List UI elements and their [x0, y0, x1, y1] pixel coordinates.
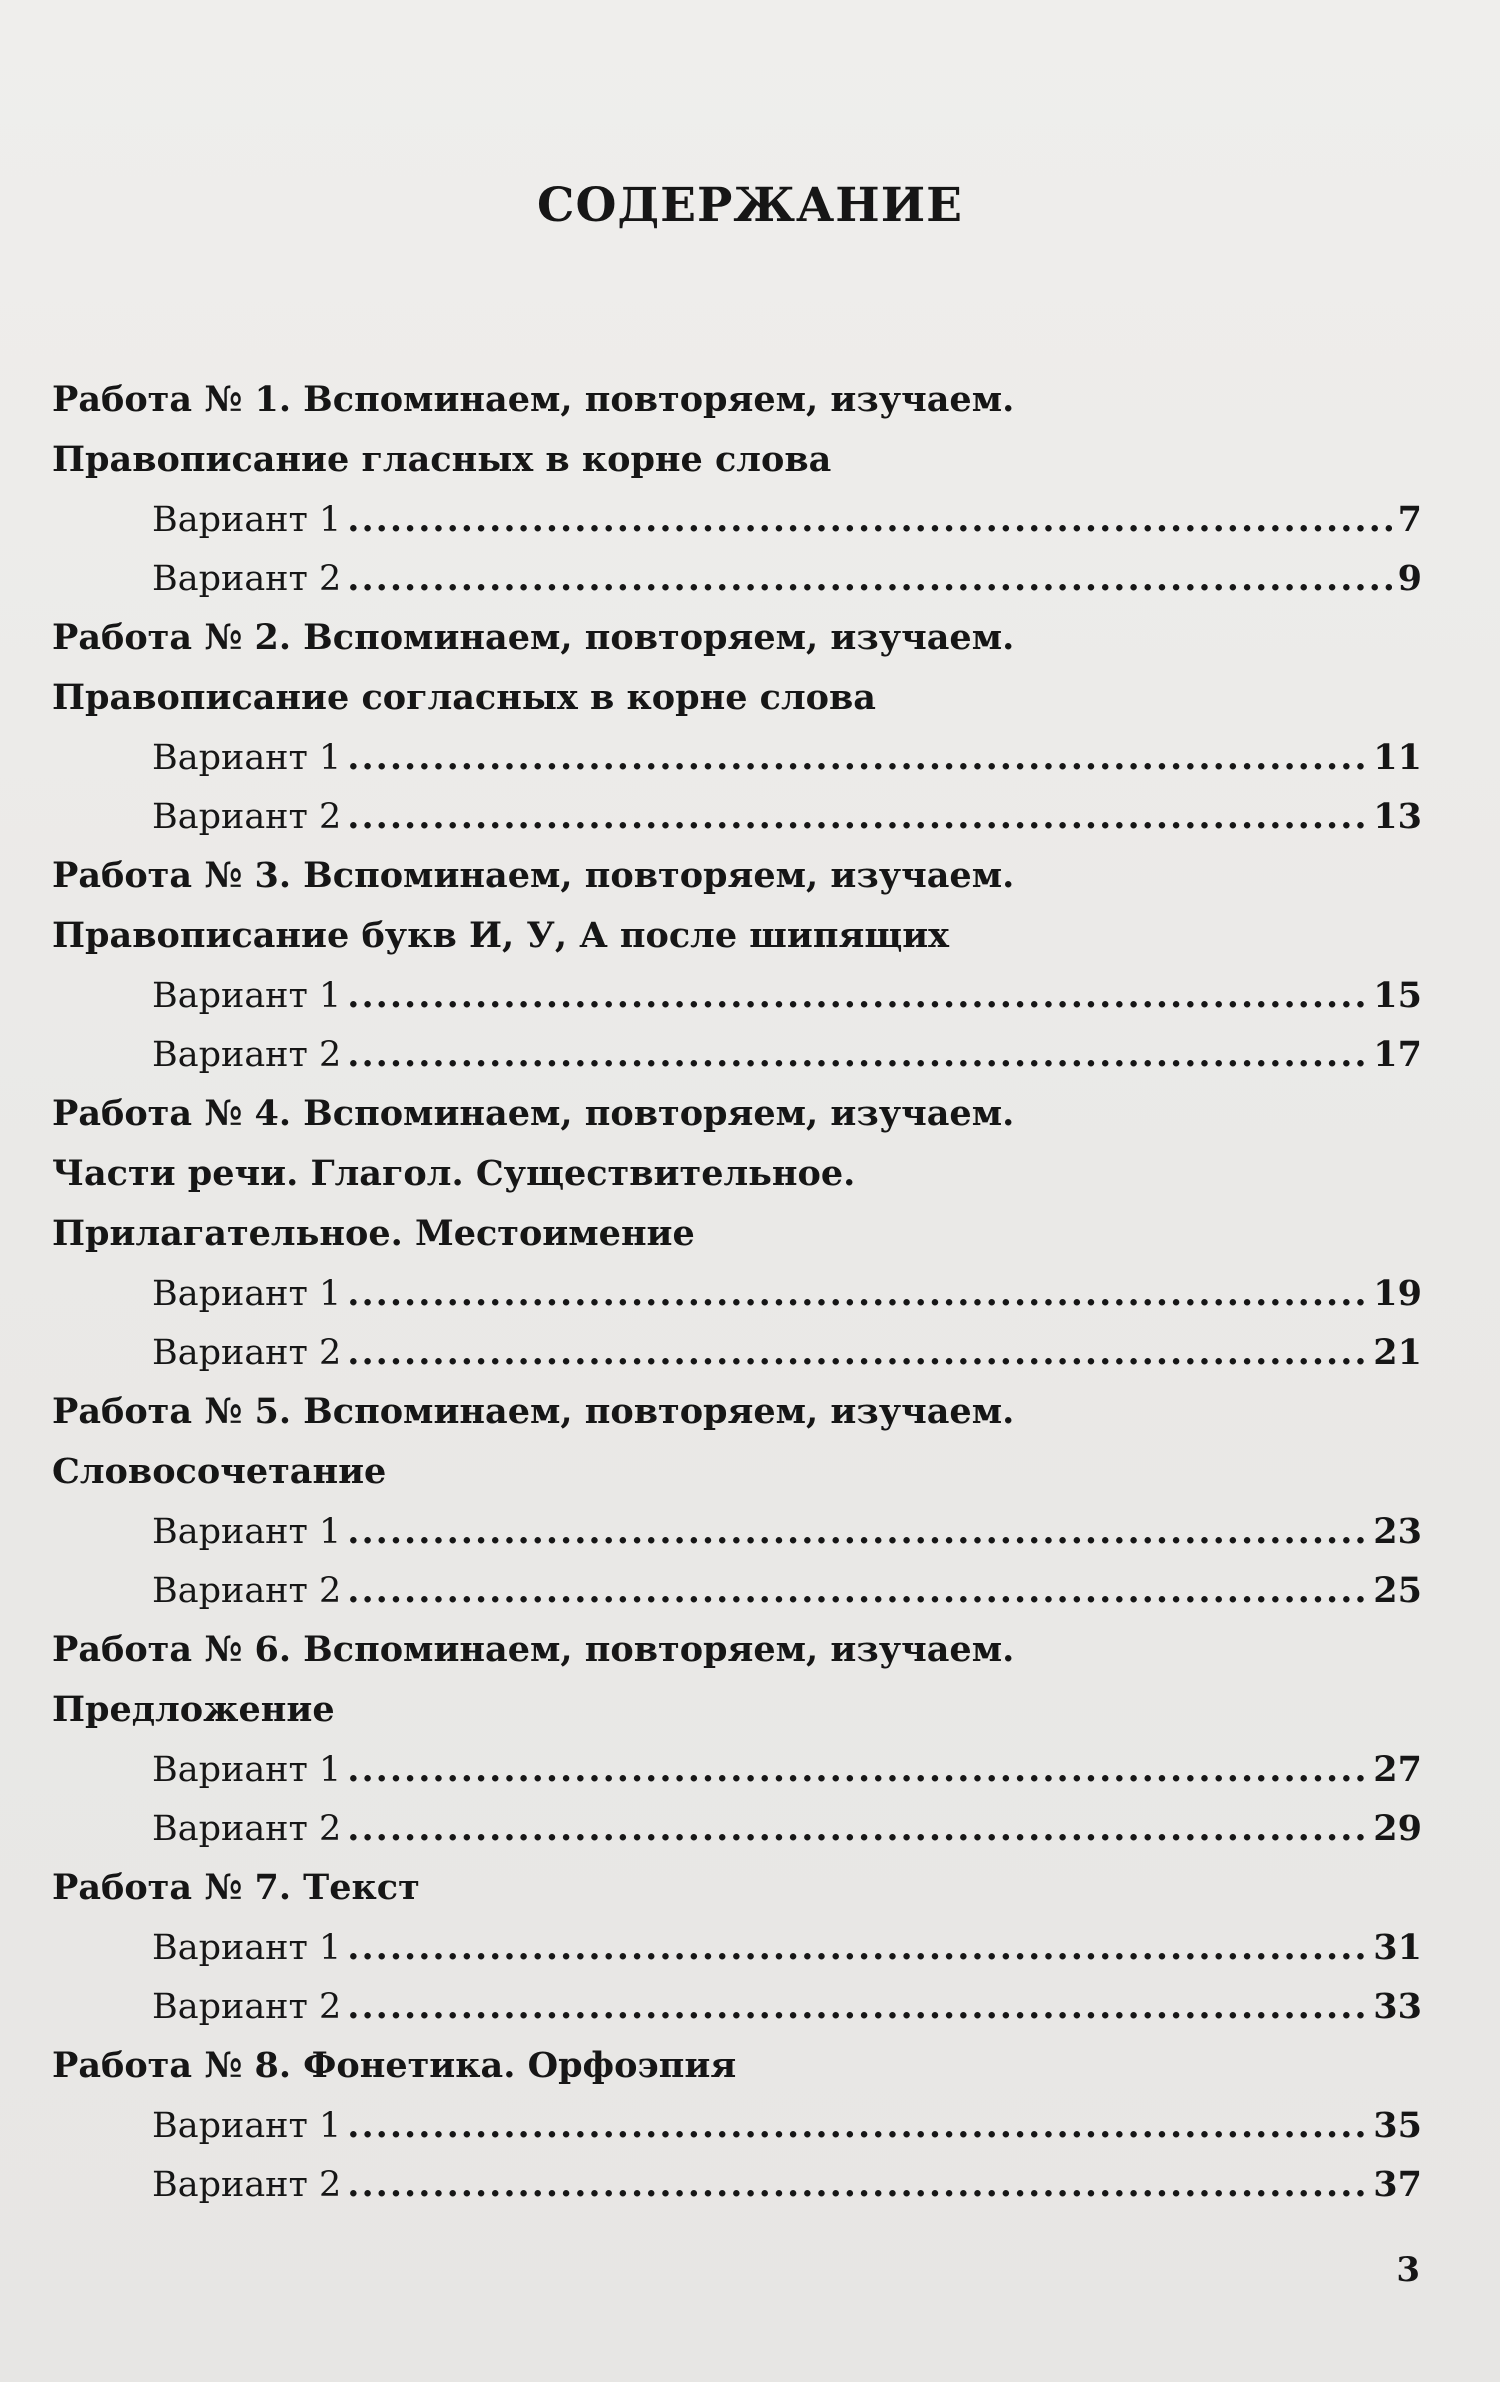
- section-heading: Правописание согласных в корне слова: [52, 677, 876, 718]
- dot-leader: [347, 966, 1367, 1025]
- dot-leader: [347, 1977, 1367, 2036]
- dot-leader: [347, 1264, 1367, 1323]
- entry-page-number: 7: [1397, 499, 1422, 540]
- entry-label: Вариант 1: [152, 1750, 342, 1790]
- toc-section: [52, 1382, 1422, 1620]
- toc-section: [52, 608, 1422, 846]
- section-heading: Работа № 2. Вспоминаем, повторяем, изучаем.: [52, 617, 1015, 658]
- entry-label: Вариант 1: [152, 500, 342, 540]
- entry-page-number: 13: [1373, 796, 1422, 837]
- toc-entry[interactable]: [52, 1799, 1422, 1858]
- entry-page-number: 33: [1373, 1986, 1422, 2027]
- entry-label: Вариант 2: [152, 1035, 342, 1075]
- dot-leader: [347, 1799, 1367, 1858]
- section-heading: Прилагательное. Местоимение: [52, 1213, 695, 1254]
- entry-page-number: 15: [1373, 975, 1422, 1016]
- section-heading: Работа № 1. Вспоминаем, повторяем, изучаем.: [52, 379, 1015, 420]
- dot-leader: [347, 1561, 1367, 1620]
- entry-page-number: 23: [1373, 1511, 1422, 1552]
- entry-label: Вариант 2: [152, 559, 342, 599]
- toc-entry[interactable]: [52, 2096, 1422, 2155]
- entry-page-number: 37: [1373, 2164, 1422, 2205]
- dot-leader: [347, 1025, 1367, 1084]
- toc-entry[interactable]: [52, 787, 1422, 846]
- entry-label: Вариант 1: [152, 1928, 342, 1968]
- dot-leader: [347, 1323, 1367, 1382]
- toc-entry[interactable]: [52, 490, 1422, 549]
- toc-entry[interactable]: [52, 966, 1422, 1025]
- section-heading: Части речи. Глагол. Существительное.: [52, 1153, 856, 1194]
- dot-leader: [347, 549, 1391, 608]
- section-heading: Работа № 8. Фонетика. Орфоэпия: [52, 2045, 737, 2086]
- toc-entry[interactable]: [52, 1918, 1422, 1977]
- toc-entry[interactable]: [52, 1977, 1422, 2036]
- toc-entry[interactable]: [52, 1740, 1422, 1799]
- dot-leader: [347, 2155, 1367, 2214]
- entry-page-number: 19: [1373, 1273, 1422, 1314]
- section-heading: Словосочетание: [52, 1451, 387, 1492]
- entry-label: Вариант 1: [152, 1512, 342, 1552]
- dot-leader: [347, 787, 1367, 846]
- entry-label: Вариант 1: [152, 1274, 342, 1314]
- toc-entry[interactable]: [52, 1264, 1422, 1323]
- entry-label: Вариант 1: [152, 738, 342, 778]
- toc-section: [52, 1858, 1422, 2036]
- entry-page-number: 25: [1373, 1570, 1422, 1611]
- dot-leader: [347, 490, 1391, 549]
- entry-page-number: 9: [1397, 558, 1422, 599]
- toc-entry[interactable]: [52, 1025, 1422, 1084]
- entry-label: Вариант 2: [152, 1987, 342, 2027]
- entry-label: Вариант 2: [152, 1571, 342, 1611]
- entry-page-number: 27: [1373, 1749, 1422, 1790]
- toc-section: [52, 846, 1422, 1084]
- section-heading: Работа № 5. Вспоминаем, повторяем, изучаем.: [52, 1391, 1015, 1432]
- section-heading: Правописание гласных в корне слова: [52, 439, 832, 480]
- section-heading: Предложение: [52, 1689, 335, 1730]
- entry-label: Вариант 2: [152, 1809, 342, 1849]
- dot-leader: [347, 1918, 1367, 1977]
- dot-leader: [347, 2096, 1367, 2155]
- section-heading: Правописание букв И, У, А после шипящих: [52, 915, 950, 956]
- toc-entry[interactable]: [52, 1502, 1422, 1561]
- section-heading: Работа № 7. Текст: [52, 1867, 420, 1908]
- section-heading: Работа № 3. Вспоминаем, повторяем, изучаем.: [52, 855, 1015, 896]
- entry-page-number: 31: [1373, 1927, 1422, 1968]
- toc-entry[interactable]: [52, 549, 1422, 608]
- entry-label: Вариант 1: [152, 976, 342, 1016]
- toc-section: [52, 2036, 1422, 2214]
- page-title: СОДЕРЖАНИЕ: [537, 178, 963, 233]
- dot-leader: [347, 1502, 1367, 1561]
- toc-entry[interactable]: [52, 2155, 1422, 2214]
- toc-entry[interactable]: [52, 1323, 1422, 1382]
- entry-label: Вариант 1: [152, 2106, 342, 2146]
- entry-label: Вариант 2: [152, 797, 342, 837]
- section-heading: Работа № 4. Вспоминаем, повторяем, изучаем.: [52, 1093, 1015, 1134]
- table-of-contents: [52, 370, 1422, 2214]
- dot-leader: [347, 1740, 1367, 1799]
- section-heading: Работа № 6. Вспоминаем, повторяем, изучаем.: [52, 1629, 1015, 1670]
- dot-leader: [347, 728, 1367, 787]
- entry-page-number: 11: [1373, 737, 1422, 778]
- entry-page-number: 17: [1373, 1034, 1422, 1075]
- entry-page-number: 29: [1373, 1808, 1422, 1849]
- entry-label: Вариант 2: [152, 1333, 342, 1373]
- toc-entry[interactable]: [52, 728, 1422, 787]
- toc-section: [52, 1084, 1422, 1382]
- entry-page-number: 21: [1373, 1332, 1422, 1373]
- page-number: 3: [1396, 2250, 1420, 2290]
- entry-label: Вариант 2: [152, 2165, 342, 2205]
- entry-page-number: 35: [1373, 2105, 1422, 2146]
- toc-section: [52, 370, 1422, 608]
- toc-section: [52, 1620, 1422, 1858]
- toc-entry[interactable]: [52, 1561, 1422, 1620]
